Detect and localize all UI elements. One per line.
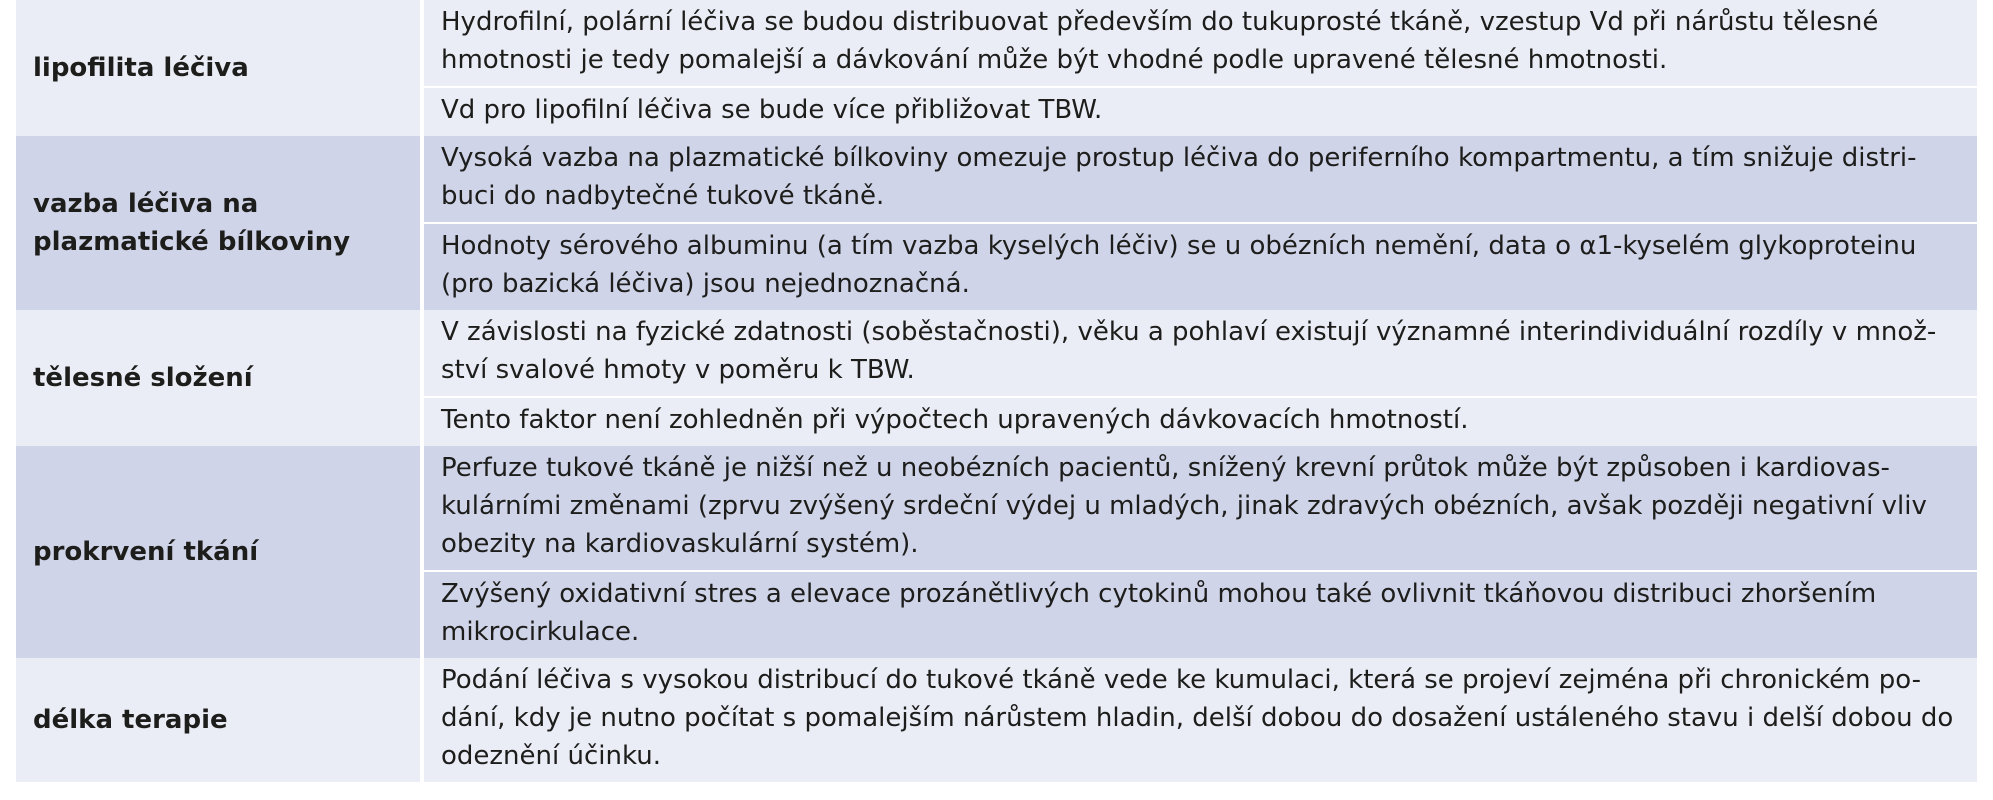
table-row [16,658,1977,782]
description-cell: Tento faktor není zohledněn při výpočtech upravených dávkovacích hmotností. [422,397,1977,446]
factors-table [16,0,1977,782]
table-row [16,136,1977,223]
description-cell: Perfuze tukové tkáně je nižší než u neobézních pacientů, snížený krevní průtok může být způsoben i kardiovas-kulárními změnami (zprvu zvýšený srdeční výdej u mladých, jinak zdravých obézních, avšak později negativní vliv obezity na kardiovaskulární systém). [422,446,1977,571]
description-cell: Podání léčiva s vysokou distribucí do tukové tkáně vede ke kumulaci, která se projeví zejména při chronickém po-dání, kdy je nutno počítat s pomalejším nárůstem hladin, delší dobou do dosažení ustáleného stavu i delší dobou do odeznění účinku. [422,658,1977,782]
table-row [16,446,1977,571]
description-cell: Vysoká vazba na plazmatické bílkoviny omezuje prostup léčiva do periferního kompartmentu, a tím snižuje distri-buci do nadbytečné tukové tkáně. [422,136,1977,223]
factor-cell: tělesné složení [16,310,422,446]
description-cell: Vd pro lipofilní léčiva se bude více přibližovat TBW. [422,87,1977,136]
factor-cell: prokrvení tkání [16,446,422,658]
table-row [16,0,1977,87]
description-cell: Zvýšený oxidativní stres a elevace prozánětlivých cytokinů mohou také ovlivnit tkáňovou distribuci zhoršením mikrocirkulace. [422,571,1977,658]
factor-cell: délka terapie [16,658,422,782]
factor-cell: lipofilita léčiva [16,0,422,136]
table-row [16,310,1977,397]
description-cell: V závislosti na fyzické zdatnosti (soběstačnosti), věku a pohlaví existují významné interindividuální rozdíly v množ-ství svalové hmoty v poměru k TBW. [422,310,1977,397]
description-cell: Hydrofilní, polární léčiva se budou distribuovat především do tukuprosté tkáně, vzestup Vd při nárůstu tělesné hmotnosti je tedy pomalejší a dávkování může být vhodné podle upravené tělesné hmotnosti. [422,0,1977,87]
factor-cell: vazba léčiva na plazmatické bílkoviny [16,136,422,310]
description-cell: Hodnoty sérového albuminu (a tím vazba kyselých léčiv) se u obézních nemění, data o α1-kyselém glykoproteinu (pro bazická léčiva) jsou nejednoznačná. [422,223,1977,310]
